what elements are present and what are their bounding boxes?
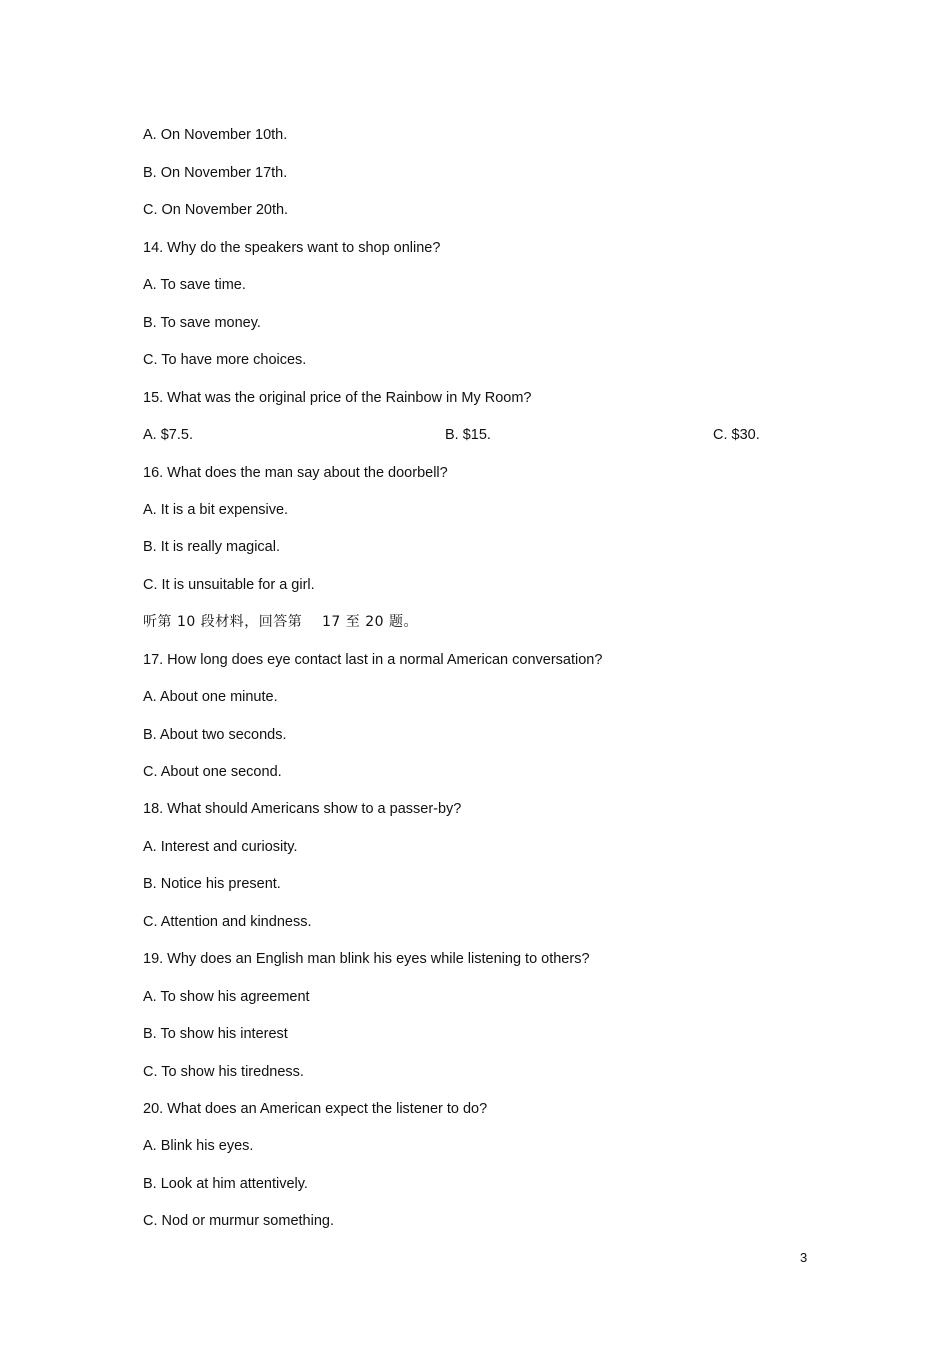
q18-option-c: C. Attention and kindness.: [143, 914, 312, 930]
q19-question: 19. Why does an English man blink his eyes while listening to others?: [143, 951, 590, 967]
q18-question: 18. What should Americans show to a passer-by?: [143, 801, 462, 817]
q14-option-b: B. To save money.: [143, 315, 261, 331]
q20-option-a: A. Blink his eyes.: [143, 1138, 254, 1154]
q14-question: 14. Why do the speakers want to shop online?: [143, 240, 441, 256]
q19-option-c: C. To show his tiredness.: [143, 1064, 304, 1080]
q19-option-a: A. To show his agreement: [143, 989, 310, 1005]
q13-option-b: B. On November 17th.: [143, 165, 288, 181]
q20-question: 20. What does an American expect the listener to do?: [143, 1101, 488, 1117]
q16-option-c: C. It is unsuitable for a girl.: [143, 577, 315, 593]
q15-question: 15. What was the original price of the Rainbow in My Room?: [143, 390, 532, 406]
q13-option-a: A. On November 10th.: [143, 127, 288, 143]
q15-option-a: A. $7.5.: [143, 427, 193, 443]
q17-option-b: B. About two seconds.: [143, 727, 287, 743]
page-number: 3: [800, 1250, 808, 1265]
q17-question: 17. How long does eye contact last in a normal American conversation?: [143, 652, 603, 668]
q18-option-a: A. Interest and curiosity.: [143, 839, 298, 855]
q19-option-b: B. To show his interest: [143, 1026, 288, 1042]
q14-option-c: C. To have more choices.: [143, 352, 307, 368]
q20-option-c: C. Nod or murmur something.: [143, 1213, 334, 1229]
q14-option-a: A. To save time.: [143, 277, 246, 293]
q18-option-b: B. Notice his present.: [143, 876, 281, 892]
q13-option-c: C. On November 20th.: [143, 202, 289, 218]
q16-question: 16. What does the man say about the doorbell?: [143, 465, 448, 481]
q17-option-c: C. About one second.: [143, 764, 282, 780]
q15-option-c: C. $30.: [713, 427, 760, 443]
q16-option-b: B. It is really magical.: [143, 539, 280, 555]
q20-option-b: B. Look at him attentively.: [143, 1176, 308, 1192]
section-instruction: 听第 10 段材料，回答第 17 至 20 题。: [143, 614, 418, 630]
q17-option-a: A. About one minute.: [143, 689, 278, 705]
q16-option-a: A. It is a bit expensive.: [143, 502, 289, 518]
q15-option-b: B. $15.: [445, 427, 491, 443]
